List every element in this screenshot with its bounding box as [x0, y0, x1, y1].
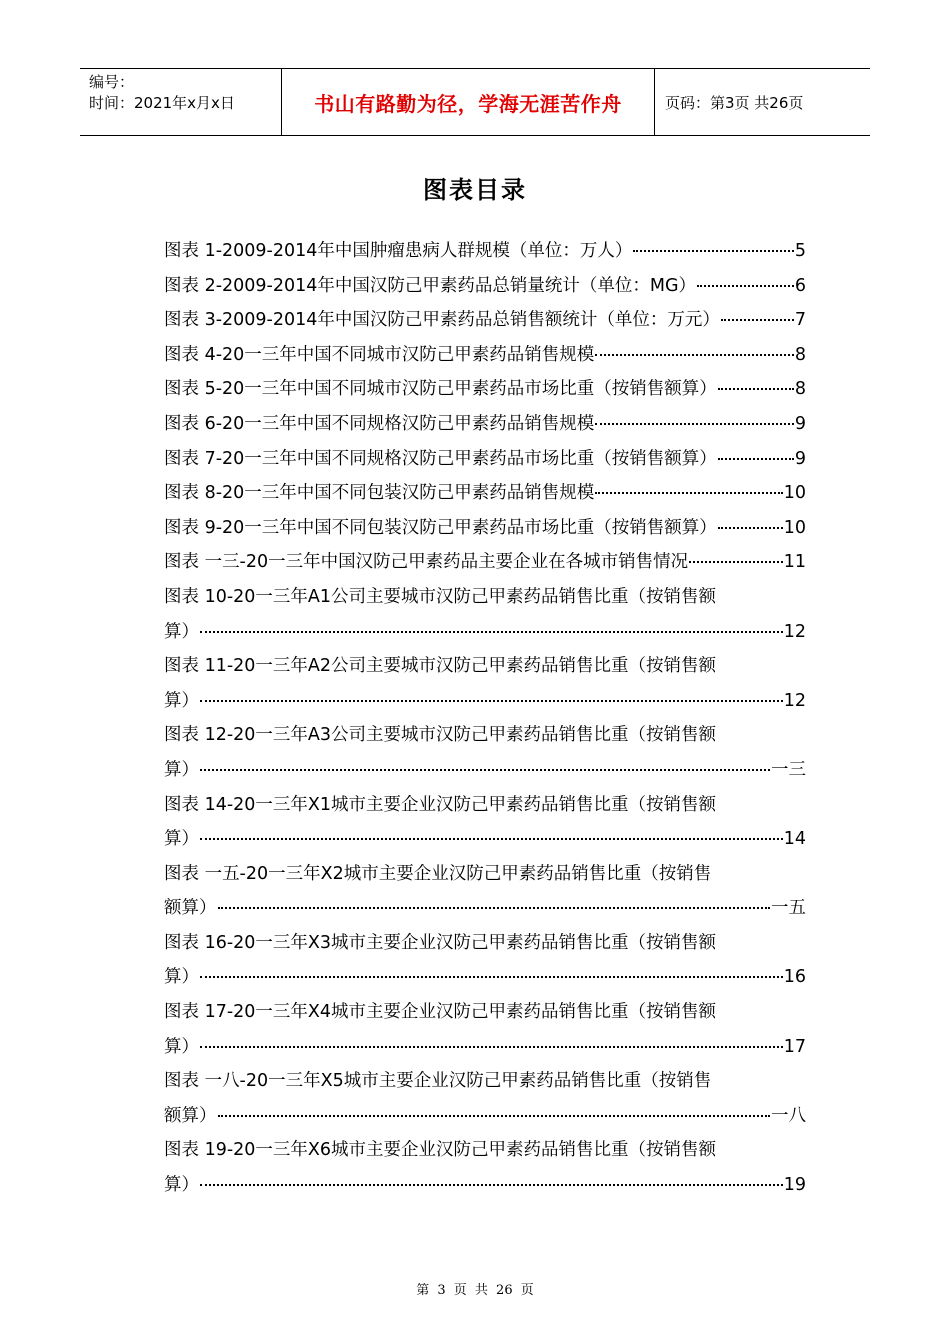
- toc-entry-text: 图表 4-20一三年中国不同城市汉防己甲素药品销售规模: [164, 344, 595, 365]
- toc-entry-continuation[interactable]: [164, 960, 806, 995]
- toc-dot-leader: [200, 1183, 783, 1186]
- toc-entry-text: 图表 一五-20一三年X2城市主要企业汉防己甲素药品销售比重（按销售: [164, 863, 712, 884]
- toc-page-number: 12: [783, 621, 806, 642]
- toc-dot-leader: [218, 906, 771, 909]
- page-footer: 第 3 页 共 26 页: [416, 1283, 534, 1298]
- toc-dot-leader: [200, 630, 783, 633]
- toc-entry[interactable]: [164, 338, 806, 373]
- toc-dot-leader: [200, 837, 783, 840]
- page-header: [80, 68, 870, 136]
- toc-dot-leader: [718, 387, 794, 390]
- toc-entry-continuation[interactable]: [164, 1030, 806, 1065]
- toc-entry-text: 图表 11-20一三年A2公司主要城市汉防己甲素药品销售比重（按销售额: [164, 656, 717, 677]
- toc-entry[interactable]: [164, 580, 806, 615]
- toc-entry-text-cont: 算）: [164, 967, 199, 988]
- toc-entry-text: 图表 9-20一三年中国不同包装汉防己甲素药品市场比重（按销售额算）: [164, 517, 717, 538]
- toc-dot-leader: [721, 318, 794, 321]
- toc-dot-leader: [200, 975, 783, 978]
- toc-entry[interactable]: [164, 511, 806, 546]
- toc-entry-text-cont: 算）: [164, 1036, 199, 1057]
- toc-page-number: 5: [794, 241, 806, 261]
- toc-entry[interactable]: [164, 442, 806, 477]
- toc-entry-text: 图表 3-2009-2014年中国汉防己甲素药品总销售额统计（单位：万元）: [164, 310, 720, 331]
- toc-entry-text: 图表 8-20一三年中国不同包装汉防己甲素药品销售规模: [164, 483, 595, 504]
- toc-dot-leader: [218, 1114, 771, 1117]
- toc-entry-text-cont: 算）: [164, 829, 199, 850]
- toc-dot-leader: [718, 457, 794, 460]
- toc-dot-leader: [595, 353, 794, 356]
- toc-page-number: 一三: [771, 759, 806, 780]
- toc-entry-text: 图表 17-20一三年X4城市主要企业汉防己甲素药品销售比重（按销售额: [164, 1002, 717, 1023]
- toc-page-number: 一五: [771, 898, 806, 919]
- toc-page-number: 12: [783, 690, 806, 711]
- toc-entry-continuation[interactable]: [164, 684, 806, 719]
- toc-entry[interactable]: [164, 926, 806, 961]
- toc-entry-text-cont: 算）: [164, 759, 199, 780]
- toc-entry[interactable]: [164, 857, 806, 892]
- toc-entry[interactable]: [164, 995, 806, 1030]
- toc-entry[interactable]: [164, 372, 806, 407]
- toc-entry-text-cont: 额算）: [164, 898, 217, 919]
- toc-page-number: 6: [794, 275, 806, 296]
- toc-entry-text: 图表 一八-20一三年X5城市主要企业汉防己甲素药品销售比重（按销售: [164, 1071, 712, 1092]
- toc-page-number: 8: [794, 379, 806, 400]
- toc-entry-text: 图表 16-20一三年X3城市主要企业汉防己甲素药品销售比重（按销售额: [164, 932, 717, 953]
- toc-entry-text-cont: 算）: [164, 621, 199, 642]
- toc-dot-leader: [697, 284, 794, 287]
- toc-entry-text: 图表 7-20一三年中国不同规格汉防己甲素药品市场比重（按销售额算）: [164, 448, 717, 469]
- header-page-info: 页码：第3页 共26页: [665, 93, 804, 112]
- toc-entry-continuation[interactable]: [164, 822, 806, 857]
- toc-page-number: 19: [783, 1175, 806, 1196]
- header-time: 时间：2021年x月x日: [89, 94, 235, 112]
- toc-entry[interactable]: [164, 788, 806, 823]
- toc-entry-text: 图表 14-20一三年X1城市主要企业汉防己甲素药品销售比重（按销售额: [164, 794, 717, 815]
- toc-entry[interactable]: [164, 407, 806, 442]
- toc-dot-leader: [718, 526, 783, 529]
- toc-dot-leader: [633, 249, 793, 252]
- table-of-figures: [164, 234, 806, 1203]
- toc-dot-leader: [200, 1045, 783, 1048]
- toc-entry-text-cont: 算）: [164, 1175, 199, 1196]
- toc-entry-continuation[interactable]: [164, 1099, 806, 1134]
- toc-entry-continuation[interactable]: [164, 1168, 806, 1203]
- header-meta: [80, 69, 281, 135]
- toc-entry-text: 图表 2-2009-2014年中国汉防己甲素药品总销量统计（单位：MG）: [164, 275, 697, 296]
- toc-entry[interactable]: [164, 1064, 806, 1099]
- toc-page-number: 11: [783, 552, 806, 573]
- toc-entry-text: 图表 19-20一三年X6城市主要企业汉防己甲素药品销售比重（按销售额: [164, 1140, 717, 1161]
- header-code: 编号：: [89, 73, 135, 91]
- header-motto: 书山有路勤为径，学海无涯苦作舟: [281, 69, 655, 135]
- toc-entry[interactable]: [164, 476, 806, 511]
- toc-entry-text: 图表 一三-20一三年中国汉防己甲素药品主要企业在各城市销售情况: [164, 552, 689, 573]
- toc-entry[interactable]: [164, 303, 806, 338]
- toc-page-number: 17: [783, 1036, 806, 1057]
- toc-entry[interactable]: [164, 1133, 806, 1168]
- toc-entry-text: 图表 12-20一三年A3公司主要城市汉防己甲素药品销售比重（按销售额: [164, 725, 717, 746]
- toc-dot-leader: [595, 491, 782, 494]
- toc-dot-leader: [689, 560, 783, 563]
- toc-entry[interactable]: [164, 269, 806, 304]
- toc-page-number: 9: [794, 413, 806, 434]
- toc-entry-text-cont: 算）: [164, 690, 199, 711]
- toc-entry-continuation[interactable]: [164, 753, 806, 788]
- toc-page-number: 10: [783, 483, 806, 504]
- toc-page-number: 7: [794, 310, 806, 331]
- toc-entry-text-cont: 额算）: [164, 1105, 217, 1126]
- toc-dot-leader: [595, 422, 794, 425]
- page-title: 图表目录: [423, 176, 527, 204]
- toc-entry-text: 图表 1-2009-2014年中国肿瘤患病人群规模（单位：万人）: [164, 241, 633, 261]
- toc-entry[interactable]: [164, 718, 806, 753]
- toc-page-number: 10: [783, 517, 806, 538]
- toc-entry-text: 图表 10-20一三年A1公司主要城市汉防己甲素药品销售比重（按销售额: [164, 586, 717, 607]
- toc-page-number: 9: [794, 448, 806, 469]
- toc-entry[interactable]: [164, 234, 806, 269]
- toc-entry[interactable]: [164, 649, 806, 684]
- toc-dot-leader: [200, 699, 783, 702]
- toc-entry[interactable]: [164, 545, 806, 580]
- toc-entry-text: 图表 6-20一三年中国不同规格汉防己甲素药品销售规模: [164, 413, 595, 434]
- toc-page-number: 8: [794, 344, 806, 365]
- toc-entry-text: 图表 5-20一三年中国不同城市汉防己甲素药品市场比重（按销售额算）: [164, 379, 717, 400]
- toc-entry-continuation[interactable]: [164, 615, 806, 650]
- toc-dot-leader: [200, 768, 770, 771]
- toc-page-number: 16: [783, 967, 806, 988]
- toc-entry-continuation[interactable]: [164, 891, 806, 926]
- toc-page-number: 一八: [771, 1105, 806, 1126]
- toc-page-number: 14: [783, 829, 806, 850]
